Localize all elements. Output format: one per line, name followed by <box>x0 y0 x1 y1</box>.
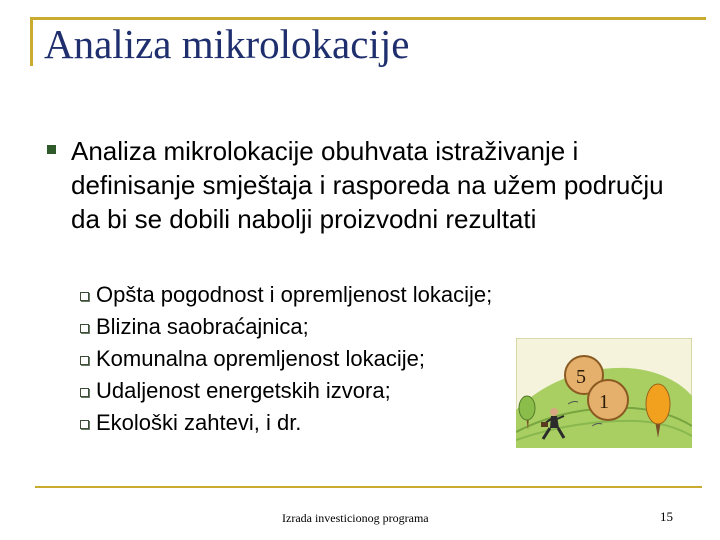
title-frame-top <box>30 17 706 20</box>
sub-bullet-text: Udaljenost energetskih izvora; <box>96 378 391 403</box>
coin-1-label: 1 <box>599 391 609 413</box>
sub-bullet-text: Blizina saobraćajnica; <box>96 314 309 339</box>
slide-title: Analiza mikrolokacije <box>44 21 410 67</box>
sub-bullet-text: Opšta pogodnost i opremljenost lokacije; <box>96 282 493 307</box>
sub-bullet-text: Komunalna opremljenost lokacije; <box>96 346 425 371</box>
checkbox-bullet-icon <box>80 420 89 429</box>
checkbox-bullet-icon <box>80 324 89 333</box>
list-item <box>80 344 520 376</box>
list-item <box>80 312 520 344</box>
checkbox-bullet-icon <box>80 292 89 301</box>
sub-bullet-list <box>80 280 520 440</box>
small-tree-icon <box>519 396 535 420</box>
title-frame-left <box>30 17 33 66</box>
list-item <box>80 408 520 440</box>
page-number: 15 <box>660 509 673 524</box>
tree-icon <box>646 384 670 424</box>
coin-5-label: 5 <box>576 366 586 388</box>
checkbox-bullet-icon <box>80 356 89 365</box>
checkbox-bullet-icon <box>80 388 89 397</box>
list-item <box>80 280 520 312</box>
sub-bullet-text: Ekološki zahtevi, i dr. <box>96 410 302 435</box>
money-race-clipart <box>516 338 692 448</box>
list-item <box>80 376 520 408</box>
main-bullet-icon <box>47 145 56 154</box>
footer-text: Izrada investicionog programa <box>282 511 429 525</box>
footer-divider <box>35 486 702 488</box>
main-bullet-text: Analiza mikrolokacije obuhvata istraživanje i definisanje smještaja i rasporeda na užem području da bi se dobili nabolji proizvodni rezultati <box>71 136 664 234</box>
